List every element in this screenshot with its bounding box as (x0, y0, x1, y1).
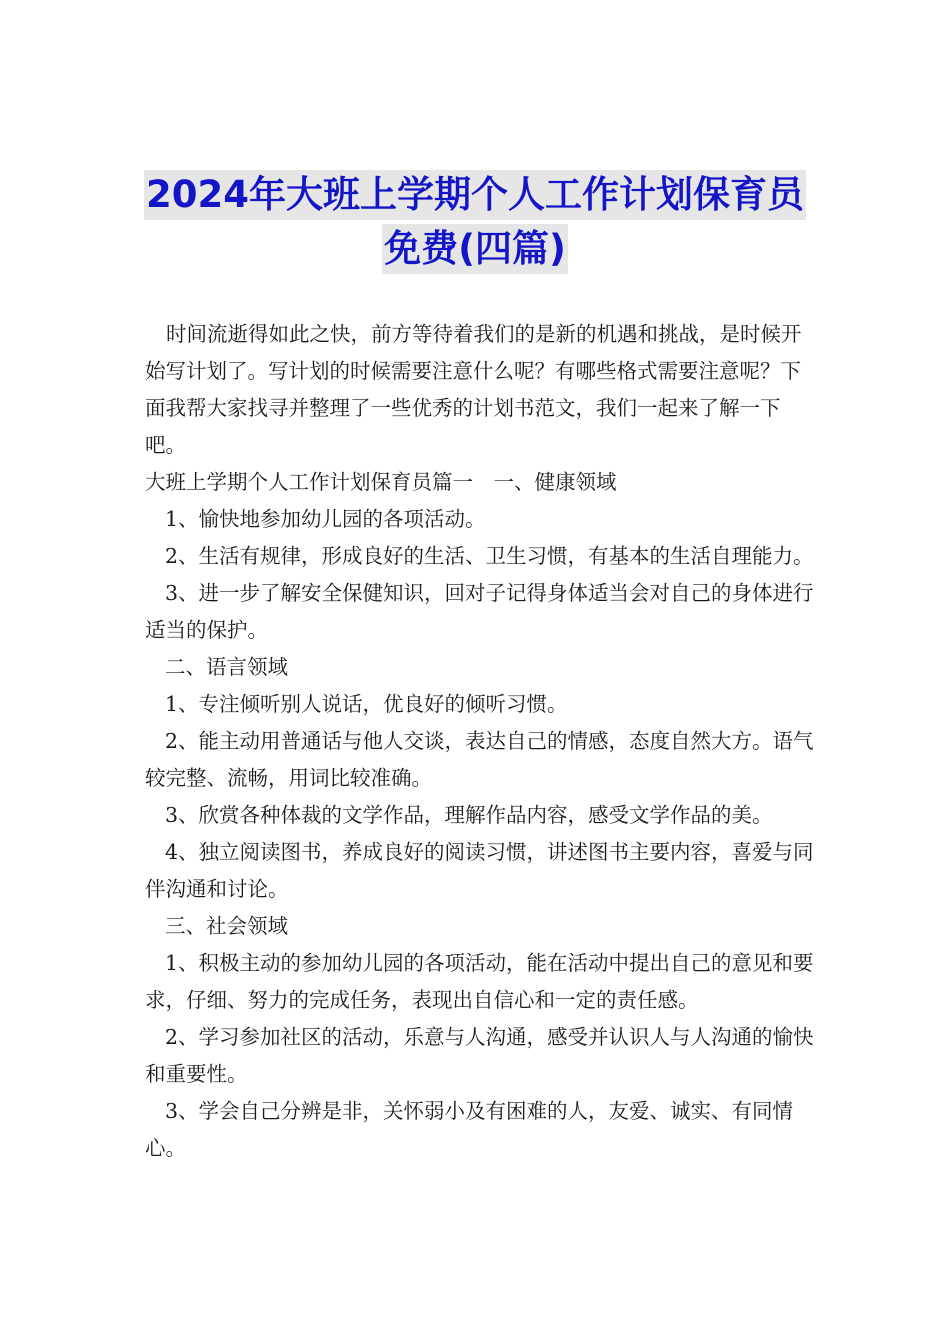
list-item: 1、专注倾听别人说话，优良好的倾听习惯。 (165, 692, 568, 716)
list-item: 3、学会自己分辨是非，关怀弱小及有困难的人，友爱、诚实、有同情心。 (145, 1099, 794, 1160)
document-body (145, 316, 815, 1167)
title-line-1: 2024年大班上学期个人工作计划保育员 (144, 170, 806, 220)
document-title (0, 170, 950, 274)
list-item: 1、愉快地参加幼儿园的各项活动。 (165, 507, 486, 531)
section-heading-health: 大班上学期个人工作计划保育员篇一 一、健康领域 (145, 470, 617, 494)
list-item: 1、积极主动的参加幼儿园的各项活动，能在活动中提出自己的意见和要求，仔细、努力的完成任务，表现出自信心和一定的责任感。 (145, 951, 814, 1012)
list-item: 2、能主动用普通话与他人交谈，表达自己的情感，态度自然大方。语气较完整、流畅，用词比较准确。 (145, 729, 814, 790)
intro-paragraph: 时间流逝得如此之快，前方等待着我们的是新的机遇和挑战，是时候开始写计划了。写计划的时候需要注意什么呢？有哪些格式需要注意呢？下面我帮大家找寻并整理了一些优秀的计划书范文，我们一起来了解一下吧。 (145, 322, 802, 457)
list-item: 2、学习参加社区的活动，乐意与人沟通，感受并认识人与人沟通的愉快和重要性。 (145, 1025, 814, 1086)
list-item: 4、独立阅读图书，养成良好的阅读习惯，讲述图书主要内容，喜爱与同伴沟通和讨论。 (145, 840, 814, 901)
section-heading-social: 三、社会领域 (165, 914, 288, 938)
list-item: 3、欣赏各种体裁的文学作品，理解作品内容，感受文学作品的美。 (165, 803, 773, 827)
title-line-2: 免费(四篇) (382, 224, 568, 274)
list-item: 3、进一步了解安全保健知识，回对子记得身体适当会对自己的身体进行适当的保护。 (145, 581, 814, 642)
section-heading-language: 二、语言领域 (165, 655, 288, 679)
list-item: 2、生活有规律，形成良好的生活、卫生习惯，有基本的生活自理能力。 (165, 544, 814, 568)
